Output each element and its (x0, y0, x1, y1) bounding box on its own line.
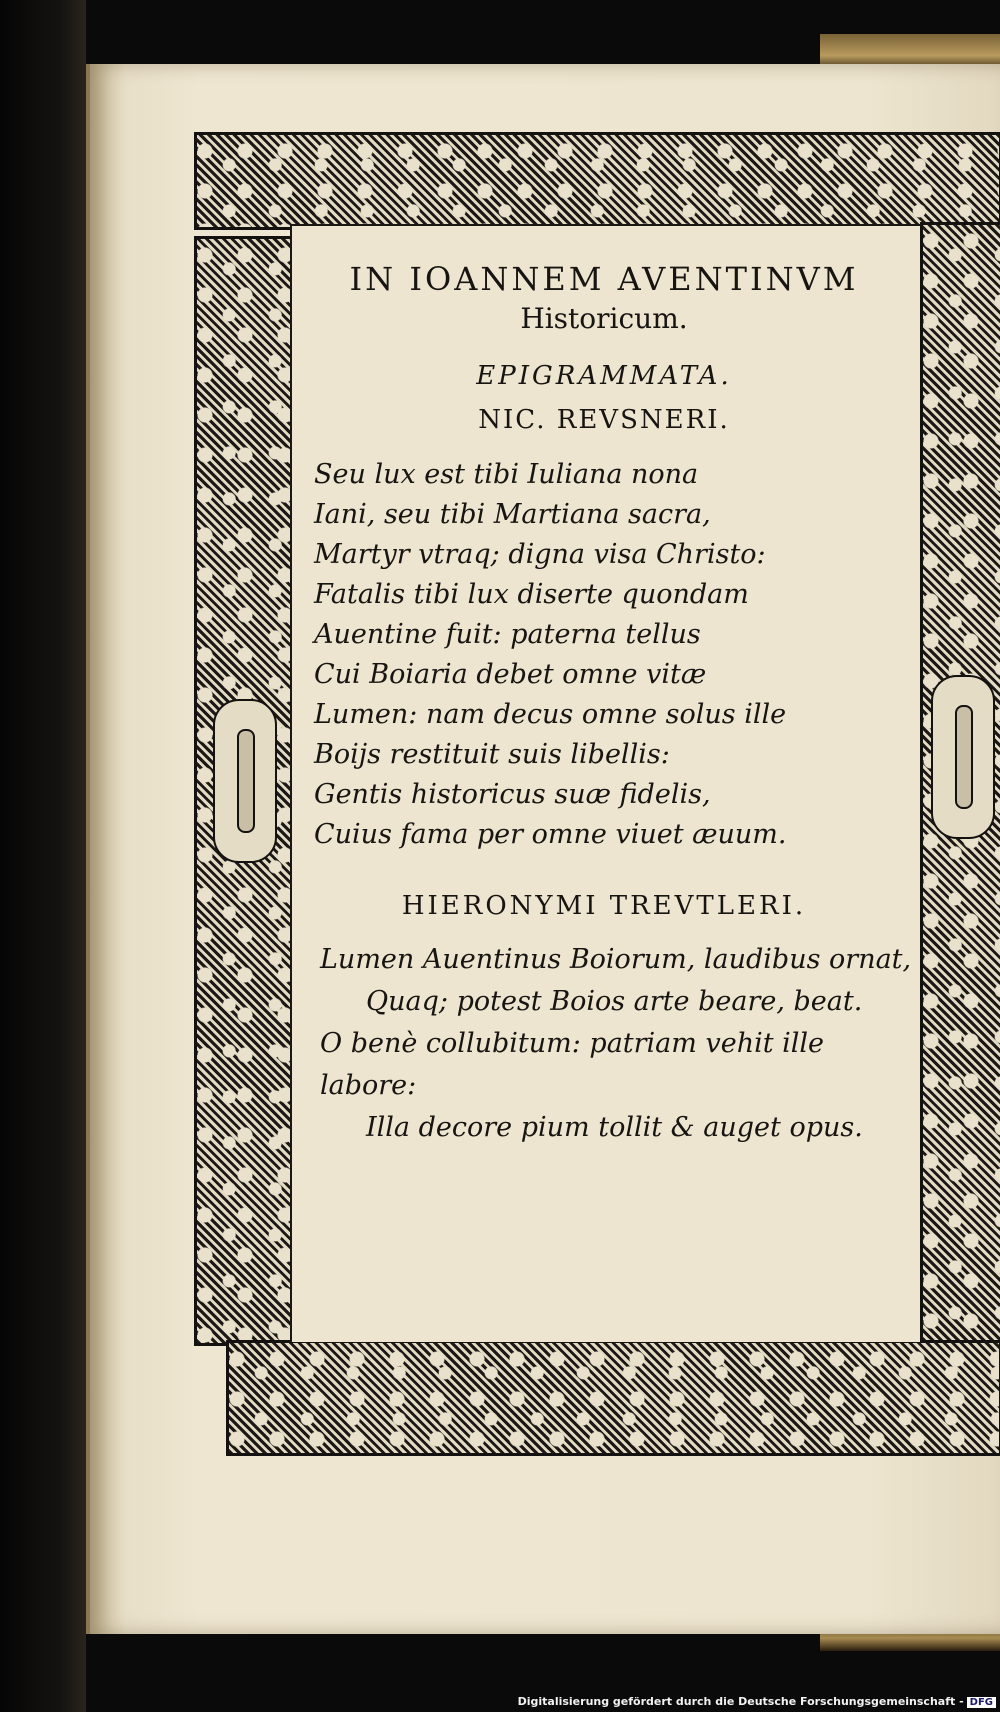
woodcut-border-left (194, 236, 296, 1346)
footer-text: Digitalisierung gefördert durch die Deutsche Forschungsgemeinschaft - (517, 1695, 964, 1708)
verse-line: Illa decore pium tollit & auget opus. (366, 1112, 863, 1143)
woodcut-border-right (920, 222, 1000, 1344)
poem-author-1: NIC. REVSNERI. (478, 405, 730, 435)
ornament-cartouche-left (213, 699, 277, 863)
verse-line: Martyr vtraq; digna visa Christo: (314, 539, 766, 570)
digitization-footer (518, 1695, 996, 1708)
woodcut-border-bottom (226, 1340, 1000, 1456)
verse-line: Boijs restituit suis libellis: (314, 739, 670, 770)
verse-line: Fatalis tibi lux diserte quondam (314, 579, 749, 610)
verse-line: Quaq; potest Boios arte beare, beat. (366, 986, 863, 1017)
ornament-cartouche-right (931, 675, 995, 839)
verse-line: Lumen Auentinus Boiorum, laudibus ornat, (320, 944, 912, 975)
verse-line: Lumen: nam decus omne solus ille (314, 699, 787, 730)
poem-1 (290, 455, 918, 855)
page-title: IN IOANNEM AVENTINVM (349, 260, 859, 298)
dfg-logo: DFG (967, 1697, 996, 1708)
poem-2 (290, 939, 918, 1149)
verse-line: Cui Boiaria debet omne vitæ (314, 659, 707, 690)
verse-line: O benè collubitum: patriam vehit ille labore: (320, 1028, 825, 1101)
verse-line: Gentis historicus suæ fidelis, (314, 779, 711, 810)
verse-line: Seu lux est tibi Iuliana nona (314, 459, 699, 490)
poem-author-2: HIERONYMI TREVTLERI. (401, 891, 807, 921)
verse-line: Auentine fuit: paterna tellus (314, 619, 701, 650)
section-heading: EPIGRAMMATA. (476, 361, 732, 391)
verse-line: Iani, seu tibi Martiana sacra, (314, 499, 711, 530)
page-subtitle: Historicum. (520, 302, 688, 335)
book-spine (0, 0, 86, 1712)
page-content (290, 224, 918, 1149)
woodcut-border-top (194, 132, 1000, 230)
verse-line: Cuius fama per omne viuet æuum. (314, 819, 787, 850)
